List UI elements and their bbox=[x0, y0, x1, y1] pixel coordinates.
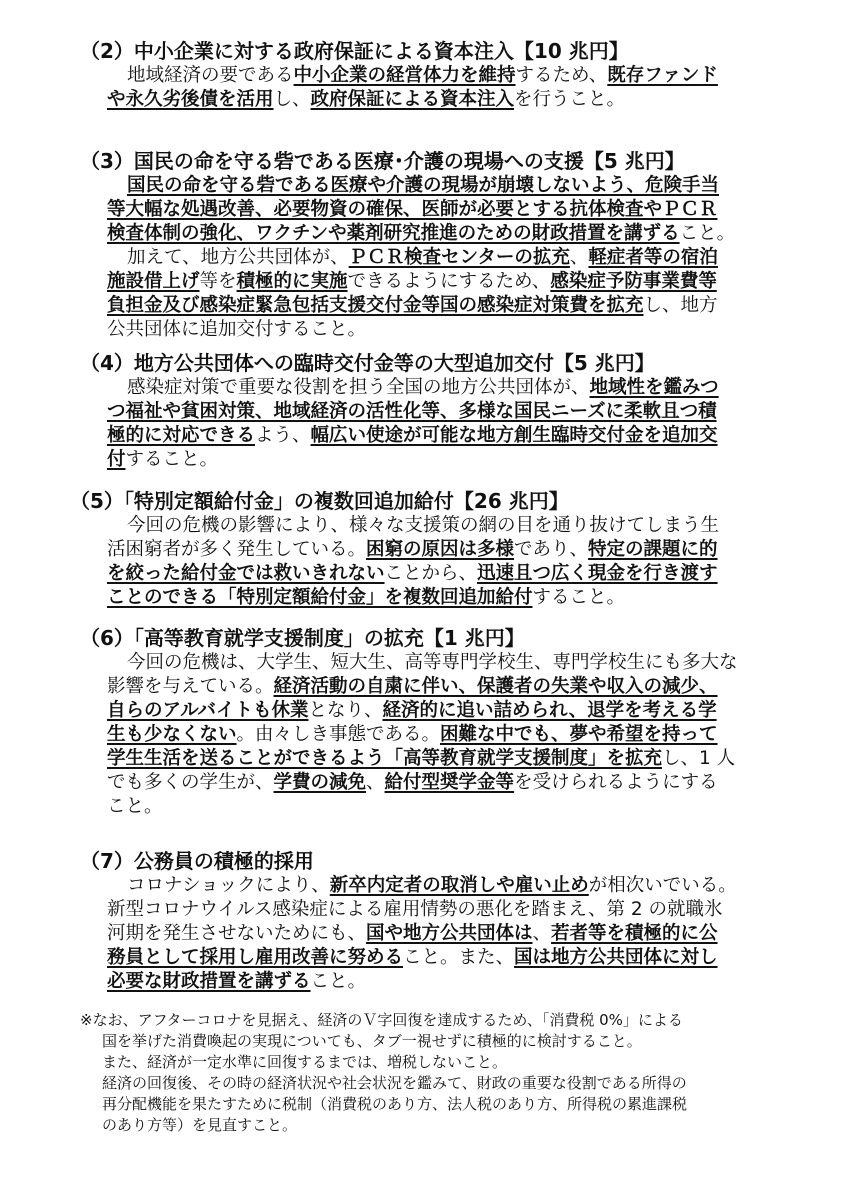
section-heading: （6）「高等教育就学支援制度」の拡充【1 兆円】 bbox=[80, 626, 525, 650]
paragraph-line bbox=[127, 651, 738, 675]
emphasized-text: 若者等を積極的に公 bbox=[551, 923, 718, 944]
text-run: コロナショックにより、 bbox=[127, 875, 330, 896]
text-run: こと。 bbox=[310, 971, 367, 992]
paragraph-line bbox=[107, 318, 366, 342]
emphasized-text: 検査体制の強化、ワクチンや薬剤研究推進のための財政措置を講ずる bbox=[107, 223, 680, 244]
paragraph-line bbox=[107, 922, 718, 946]
paragraph-line bbox=[107, 222, 735, 246]
text-run: 地域経済の要である bbox=[127, 65, 294, 86]
text-run: 今回の危機は、大学生、短大生、高等専門学校生、専門学校生にも多大な bbox=[127, 652, 738, 673]
text-run: ことから、 bbox=[384, 563, 478, 584]
section-heading: （5）「特別定額給付金」の複数回追加給付【26 兆円】 bbox=[70, 489, 569, 513]
text-run: となり、 bbox=[308, 700, 383, 721]
emphasized-text: 極的に対応できる bbox=[107, 425, 256, 446]
emphasized-text: 国は地方公共団体に対し bbox=[514, 947, 718, 968]
emphasized-text: 政府保証による資本注入 bbox=[310, 89, 515, 110]
text-run: し、地方 bbox=[643, 295, 718, 316]
paragraph-line bbox=[107, 424, 718, 448]
emphasized-text: ことのできる「特別定額給付金」を複数回追加給付 bbox=[107, 587, 533, 608]
text-run: できるようにするため、 bbox=[347, 271, 551, 292]
paragraph-line bbox=[127, 174, 719, 198]
section-heading: （4）地方公共団体への臨時交付金等の大型追加交付【5 兆円】 bbox=[80, 351, 655, 375]
text-run: し、1 人 bbox=[662, 748, 736, 769]
emphasized-text: ＰＣＲ検査センターの拡充 bbox=[348, 247, 570, 268]
emphasized-text: 困窮の原因は多様 bbox=[366, 539, 515, 560]
emphasized-text: 経済活動の自粛に伴い、保護者の失業や収入の減少、 bbox=[273, 676, 718, 697]
text-run: 、 bbox=[532, 923, 552, 944]
text-run: 河期を発生させないためにも、 bbox=[107, 923, 367, 944]
emphasized-text: 施設借上げ bbox=[107, 271, 200, 292]
emphasized-text: 付 bbox=[107, 449, 126, 470]
text-run: こと。 bbox=[107, 796, 163, 817]
emphasized-text: 感染症予防事業費等 bbox=[550, 271, 717, 292]
section-heading: （2）中小企業に対する政府保証による資本注入【10 兆円】 bbox=[80, 39, 629, 63]
section-heading: （7）公務員の積極的採用 bbox=[80, 849, 314, 873]
text-run: 、 bbox=[569, 247, 589, 268]
paragraph-line bbox=[107, 723, 718, 747]
paragraph-line bbox=[127, 246, 718, 270]
text-run: こと。 bbox=[679, 223, 736, 244]
footnote-line: ※なお、アフターコロナを見据え、経済のＶ字回復を達成するため、「消費税 0%」による bbox=[80, 1011, 683, 1029]
paragraph-line bbox=[127, 376, 719, 400]
paragraph-line bbox=[107, 675, 718, 699]
text-run: 新型コロナウイルス感染症による雇用情勢の悪化を踏まえ、第 2 の就職氷 bbox=[107, 899, 723, 920]
paragraph-line bbox=[107, 562, 718, 586]
emphasized-text: 等大幅な処遇改善、必要物資の確保、医師が必要とする抗体検査やＰＣＲ bbox=[107, 199, 718, 220]
emphasized-text: 務員として採用し雇用改善に努める bbox=[107, 947, 404, 968]
emphasized-text: 既存ファンド bbox=[607, 65, 718, 86]
paragraph-line bbox=[107, 270, 717, 294]
paragraph-line bbox=[107, 946, 718, 970]
paragraph-line bbox=[127, 514, 719, 538]
emphasized-text: 迅速且つ広く現金を行き渡す bbox=[477, 563, 718, 584]
emphasized-text: 困難な中でも、夢や希望を持って bbox=[440, 724, 718, 745]
emphasized-text: 幅広い使途が可能な地方創生臨時交付金を追加交 bbox=[310, 425, 718, 446]
emphasized-text: 特定の課題に的 bbox=[588, 539, 718, 560]
emphasized-text: 学費の減免 bbox=[273, 772, 367, 793]
paragraph-line bbox=[107, 586, 625, 610]
emphasized-text: や永久劣後債を活用 bbox=[107, 89, 274, 110]
text-run: するため、 bbox=[515, 65, 608, 86]
text-run: 加えて、地方公共団体が、 bbox=[127, 247, 349, 268]
text-run: すること。 bbox=[125, 449, 219, 470]
paragraph-line bbox=[127, 874, 737, 898]
footnote-line: 国を挙げた消費喚起の実現についても、タブ一視せずに積極的に検討すること。 bbox=[102, 1032, 642, 1050]
emphasized-text: 地域性を鑑みつ bbox=[589, 377, 719, 398]
footnote-line: 再分配機能を果たすために税制（消費税のあり方、法人税のあり方、所得税の累進課税 bbox=[102, 1095, 688, 1113]
footnote-line: 経済の回復後、その時の経済状況や社会状況を鑑みて、財政の重要な役割である所得の bbox=[102, 1074, 687, 1092]
paragraph-line bbox=[107, 699, 717, 723]
text-run: を受けられるようにする bbox=[514, 772, 718, 793]
emphasized-text: 中小企業の経営体力を維持 bbox=[293, 65, 516, 86]
footnote-line: のあり方等）を見直すこと。 bbox=[102, 1116, 298, 1134]
text-run: 影響を与えている。 bbox=[107, 676, 274, 697]
emphasized-text: 国民の命を守る砦である医療や介護の現場が崩壊しないよう、危険手当 bbox=[127, 175, 720, 196]
emphasized-text: 生も少なくない bbox=[107, 724, 237, 745]
text-run: 、 bbox=[366, 772, 385, 793]
footnote bbox=[80, 1010, 820, 1136]
text-run: でも多くの学生が、 bbox=[107, 772, 274, 793]
paragraph-line bbox=[107, 538, 718, 562]
emphasized-text: 給付型奨学金等 bbox=[384, 772, 515, 793]
text-run: であり、 bbox=[514, 539, 589, 560]
emphasized-text: つ福祉や貧困対策、地域経済の活性化等、多様な国民ニーズに柔軟且つ積 bbox=[107, 401, 717, 422]
paragraph-line bbox=[107, 771, 718, 795]
text-run: 公共団体に追加交付すること。 bbox=[107, 319, 367, 340]
text-run: 感染症対策で重要な役割を担う全国の地方公共団体が、 bbox=[127, 377, 590, 398]
emphasized-text: 新卒内定者の取消しや雇い止め bbox=[329, 875, 589, 896]
emphasized-text: 国や地方公共団体は bbox=[366, 923, 533, 944]
section-heading: （3）国民の命を守る砦である医療･介護の現場への支援【5 兆円】 bbox=[80, 149, 685, 173]
paragraph-line bbox=[127, 64, 718, 88]
paragraph-line bbox=[107, 400, 717, 424]
emphasized-text: 経済的に追い詰められ、退学を考える学 bbox=[382, 700, 717, 721]
text-run: し、 bbox=[273, 89, 311, 110]
emphasized-text: 自らのアルバイトも休業 bbox=[107, 700, 309, 721]
paragraph-line bbox=[107, 898, 723, 922]
emphasized-text: 必要な財政措置を講ずる bbox=[107, 971, 311, 992]
paragraph-line bbox=[107, 294, 718, 318]
footnote-line: また、経済が一定水準に回復するまでは、増税しないこと。 bbox=[102, 1053, 508, 1071]
paragraph-line bbox=[107, 448, 218, 472]
paragraph-line bbox=[107, 747, 735, 771]
emphasized-text: 負担金及び感染症緊急包括支援交付金等国の感染症対策費を拡充 bbox=[107, 295, 644, 316]
text-run: 。由々しき事態である。 bbox=[236, 724, 441, 745]
emphasized-text: を絞った給付金では救いきれない bbox=[107, 563, 385, 584]
paragraph-line bbox=[107, 970, 366, 994]
emphasized-text: 積極的に実施 bbox=[236, 271, 348, 292]
paragraph-line bbox=[107, 88, 625, 112]
text-run: 今回の危機の影響により、様々な支援策の網の目を通り抜けてしまう生 bbox=[127, 515, 720, 536]
text-run: こと。また、 bbox=[403, 947, 515, 968]
text-run: が相次いでいる。 bbox=[588, 875, 737, 896]
text-run: すること。 bbox=[532, 587, 626, 608]
emphasized-text: 学生生活を送ることができるよう「高等教育就学支援制度」を拡充 bbox=[107, 748, 663, 769]
text-run: 活困窮者が多く発生している。 bbox=[107, 539, 367, 560]
text-run: を行うこと。 bbox=[514, 89, 626, 110]
text-run: 等を bbox=[199, 271, 237, 292]
paragraph-line bbox=[107, 795, 163, 819]
emphasized-text: 軽症者等の宿泊 bbox=[588, 247, 718, 268]
text-run: よう、 bbox=[255, 425, 311, 446]
paragraph-line bbox=[107, 198, 718, 222]
